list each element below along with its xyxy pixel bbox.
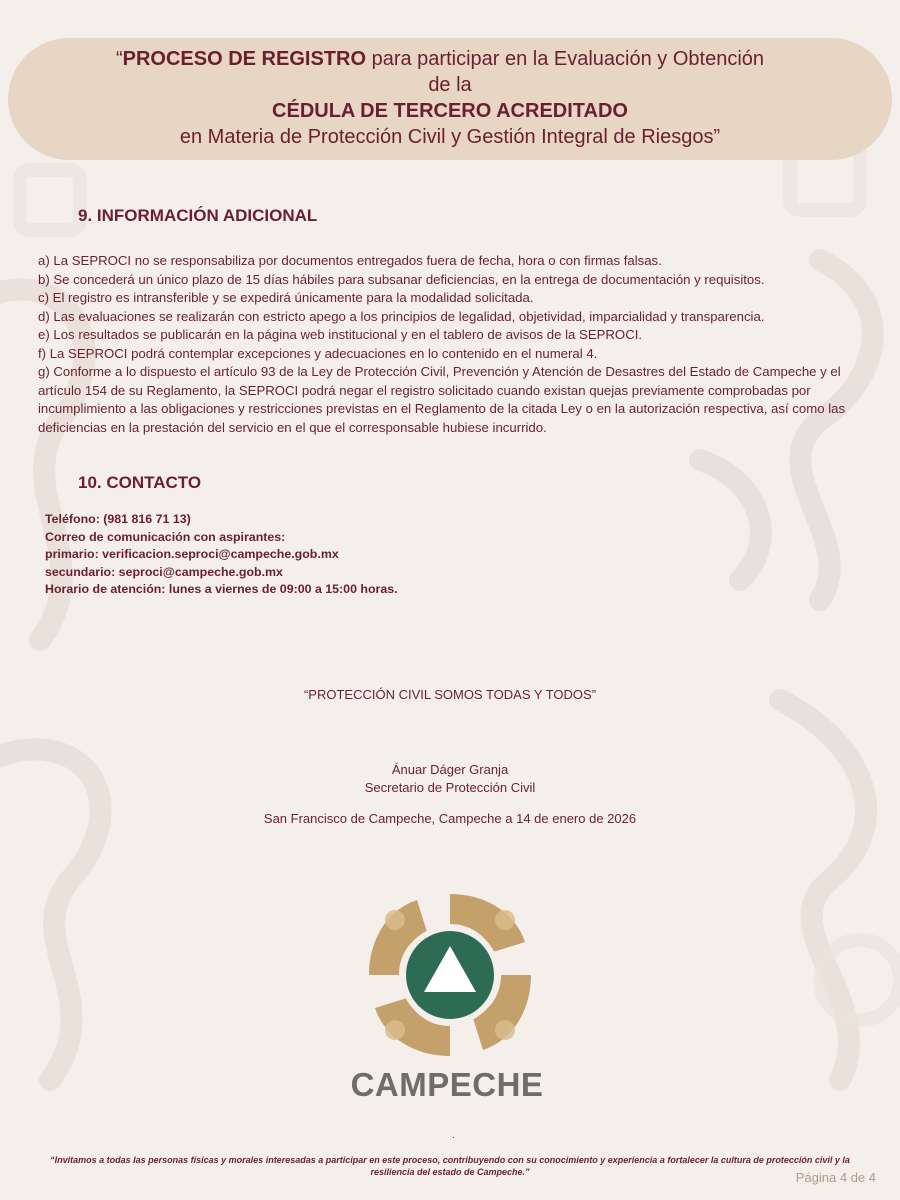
section-10-title: 10. CONTACTO: [78, 473, 202, 492]
page-number: Página 4 de 4: [795, 1170, 876, 1185]
info-item-e: e) Los resultados se publicarán en la página web institucional y en el tablero de avisos de la SEPROCI.: [38, 327, 643, 342]
title-line-2: de la: [428, 74, 472, 96]
title-banner: [8, 38, 892, 160]
info-item-g: g) Conforme a lo dispuesto el artículo 93 de la Ley de Protección Civil, Prevención y Atención de Desastres del Estado de Campeche y el artículo 154 de su Reglamento, la SEPROCI podrá negar el registro solicitado cuando existan quejas previamente comprobadas por incumplimiento a las obligaciones y restricciones previstas en el Reglamento de la citada Ley o en la autorización respectiva, así como las deficiencias en la prestación del servicio en el que el corresponsable hubiese incurrido.: [38, 364, 846, 435]
contact-block: [45, 511, 398, 599]
info-item-b: b) Se concederá un único plazo de 15 días hábiles para subsanar deficiencias, en la entrega de documentación y requisitos.: [38, 271, 765, 287]
footer-note: “Invitamos a todas las personas físicas y morales interesadas a participar en este proceso, contribuyendo con su conocimiento y experiencia a fortalecer la cultura de protección civil y la resiliencia del estado de Campeche.”: [50, 1155, 850, 1177]
contact-hours: Horario de atención: lunes a viernes de 09:00 a 15:00 horas.: [45, 582, 398, 596]
info-item-d: d) Las evaluaciones se realizarán con estricto apego a los principios de legalidad, objetividad, imparcialidad y transparencia.: [38, 308, 765, 324]
campeche-wordmark: CAMPECHE: [350, 1066, 544, 1103]
title-bold: PROCESO DE REGISTRO: [122, 48, 367, 70]
info-item-a: a) La SEPROCI no se responsabiliza por documentos entregados fuera de fecha, hora o con firmas falsas.: [38, 253, 662, 268]
title-line-4: en Materia de Protección Civil y Gestión Integral de Riesgos”: [179, 126, 721, 148]
info-item-c: c) El registro es intransferible y se expedirá únicamente para la modalidad solicitada.: [38, 290, 534, 305]
info-item-f: f) La SEPROCI podrá contemplar excepciones y adecuaciones en lo contenido en el numeral 4.: [38, 345, 598, 361]
additional-info-list: [38, 252, 868, 437]
footer-dot: .: [452, 1130, 455, 1141]
section-9-title: 9. INFORMACIÓN ADICIONAL: [78, 206, 318, 225]
contact-email-primary[interactable]: primario: verificacion.seproci@campeche.gob.mx: [45, 547, 339, 561]
title-line-1: “PROCESO DE REGISTRO para participar en la Evaluación y Obtención: [115, 48, 765, 70]
place-date: San Francisco de Campeche, Campeche a 14 de enero de 2026: [263, 811, 637, 826]
contact-phone: Teléfono: (981 816 71 13): [45, 512, 191, 526]
contact-email-heading: Correo de comunicación con aspirantes:: [45, 529, 286, 544]
signatory-position: Secretario de Protección Civil: [364, 780, 536, 795]
campeche-emblem-icon: [365, 890, 535, 1060]
title-line-3: CÉDULA DE TERCERO ACREDITADO: [272, 100, 628, 122]
contact-email-secondary[interactable]: secundario: seproci@campeche.gob.mx: [45, 564, 283, 579]
signatory-name: Ánuar Dáger Granja: [391, 762, 509, 777]
motto: “PROTECCIÓN CIVIL SOMOS TODAS Y TODOS”: [303, 687, 597, 702]
